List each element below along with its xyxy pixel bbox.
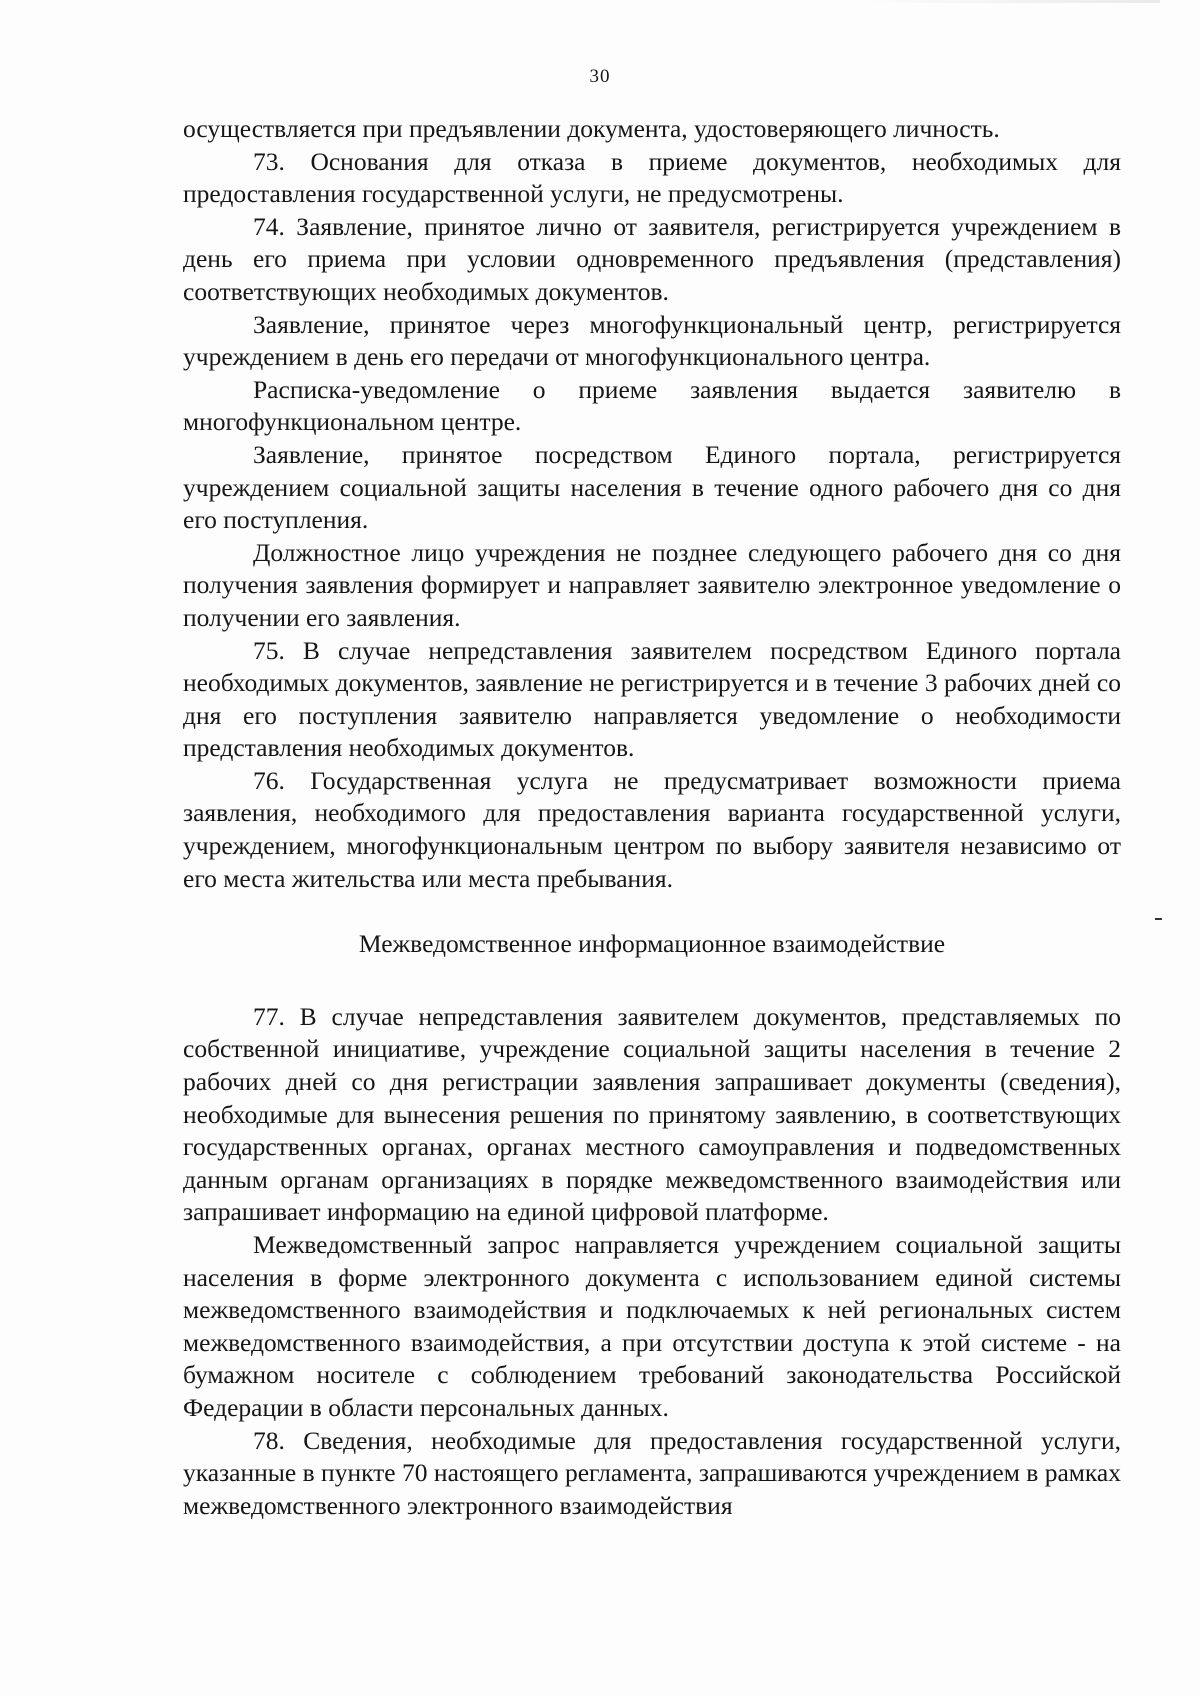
section-heading: Межведомственное информационное взаимодействие [358,929,946,959]
document-body [183,113,1121,1522]
page-number: 30 [589,66,611,87]
scan-artifact [860,0,1160,3]
paragraph-73: 73. Основания для отказа в приеме документов, необходимых для предоставления государственной услуги, не предусмотрены. [183,146,1121,209]
paragraph-74-notification: Должностное лицо учреждения не позднее следующего рабочего дня со дня получения заявления формирует и направляет заявителю электронное уведомление о получении его заявления. [183,537,1121,632]
paragraph-76: 76. Государственная услуга не предусматривает возможности приема заявления, необходимого для предоставления варианта государственной услуги, учреждением, многофункциональным центром по выбору заявителя независимо от его места жительства или места пребывания. [183,765,1121,893]
margin-dash-mark [1155,918,1162,920]
paragraph-77: 77. В случае непредставления заявителем документов, представляемых по собственной инициативе, учреждение социальной защиты населения в течение 2 рабочих дней со дня регистрации заявления запрашивает документы (сведения), необходимые для вынесения решения по принятому заявлению, в соответствующих государственных органах, органах местного самоуправления и подведомственных данным органам организациях в порядке межведомственного взаимодействия или запрашивает информацию на единой цифровой платформе. [183,1001,1121,1227]
paragraph-74-mfc: Заявление, принятое через многофункциональный центр, регистрируется учреждением в день его передачи от многофункционального центра. [183,309,1121,372]
paragraph-74-receipt: Расписка-уведомление о приеме заявления выдается заявителю в многофункциональном центре. [183,374,1121,437]
paragraph-continuation: осуществляется при предъявлении документа, удостоверяющего личность. [183,114,1000,143]
paragraph-74: 74. Заявление, принятое лично от заявителя, регистрируется учреждением в день его приема при условии одновременного предъявления (представления) соответствующих необходимых документов. [183,211,1121,306]
paragraph-78: 78. Сведения, необходимые для предоставления государственной услуги, указанные в пункте 70 настоящего регламента, запрашиваются учреждением в рамках межведомственного электронного взаимодействия [183,1425,1121,1520]
paragraph-74-portal: Заявление, принятое посредством Единого портала, регистрируется учреждением социальной защиты населения в течение одного рабочего дня со дня его поступления. [183,439,1121,535]
paragraph-75: 75. В случае непредставления заявителем посредством Единого портала необходимых документов, заявление не регистрируется и в течение 3 рабочих дней со дня его поступления заявителю направляется уведомление о необходимости представления необходимых документов. [183,635,1121,763]
paragraph-77-request: Межведомственный запрос направляется учреждением социальной защиты населения в форме электронного документа с использованием единой системы межведомственного взаимодействия и подключаемых к ней региональных систем межведомственного взаимодействия, а при отсутствии доступа к этой системе - на бумажном носителе с соблюдением требований законодательства Российской Федерации в области персональных данных. [183,1230,1121,1422]
